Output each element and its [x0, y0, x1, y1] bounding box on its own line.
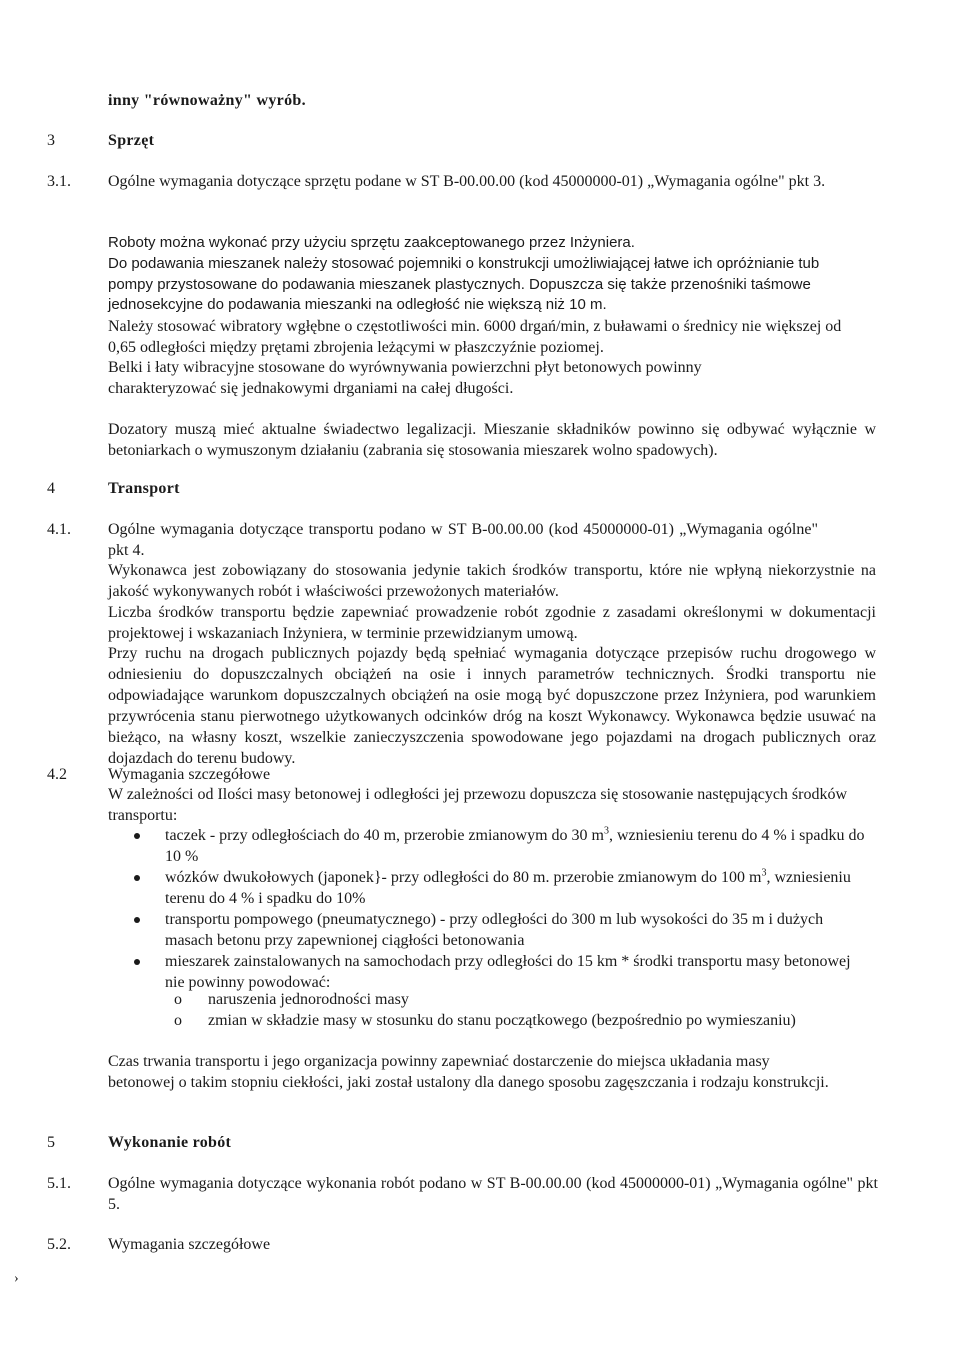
- section-5-title: Wykonanie robót: [108, 1134, 232, 1151]
- s4-paragraph-1: Wykonawca jest zobowiązany do stosowania jedynie takich środków transportu, które nie wpłyną niekorzystnie na jakość wykonywanych robót i właściwości przewożonych materiałów.: [108, 562, 876, 600]
- s3-paragraph-1: Roboty można wykonać przy użyciu sprzętu zaakceptowanego przez Inżyniera.: [108, 234, 635, 251]
- s3-paragraph-5: Dozatory muszą mieć aktualne świadectwo legalizacji. Mieszanie składników powinno się odbywać wyłącznie w betoniarkach o wymuszonym działaniu (zabrania się stosowania mieszarek wolno spadowych).: [108, 421, 876, 459]
- margin-mark: ›: [14, 1271, 19, 1286]
- list-item: mieszarek zainstalowanych na samochodach przy odległości do 15 km * środki transportu masy betonowej nie powinny powodować:: [108, 951, 868, 993]
- s4-paragraph-2: Liczba środków transportu będzie zapewniać prowadzenie robót zgodnie z zasadami określonymi w dokumentacji projektowej i wskazaniach Inżyniera, w terminie przewidzianym umową.: [108, 604, 876, 642]
- sub-list-item: o zmian w składzie masy w stosunku do stanu początkowego (bezpośrednio po wymieszaniu): [108, 1010, 888, 1031]
- section-4-1-text: Ogólne wymagania dotyczące transportu podano w ST B-00.00.00 (kod 45000000-01) „Wymagania ogólne" pkt 4.: [108, 521, 818, 559]
- s4-paragraph-3: Przy ruchu na drogach publicznych pojazdy będą spełniać wymagania dotyczące przepisów ruchu drogowego w odniesieniu do dopuszczalnych obciążeń na osie i innych parametrów technicznych. Środki transportu nie odpowiadające warunkom dopuszczalnych obciążeń na osie mogą być dopuszczone przez Inżyniera, pod warunkiem przywrócenia stanu pierwotnego użytkowanych odcinków dróg na koszt Wykonawcy. Wykonawca będzie usuwać na bieżąco, na własny koszt, wszelkie zanieczyszczenia spowodowane jego pojazdami na drogach publicznych oraz dojazdach do terenu budowy.: [108, 645, 876, 767]
- section-5-number: 5: [47, 1134, 55, 1151]
- mixer-truck-sublist: [108, 989, 888, 1031]
- section-5-2-title: Wymagania szczegółowe: [108, 1236, 271, 1253]
- section-4-2-number: 4.2: [47, 766, 67, 783]
- s3-paragraph-2: Do podawania mieszanek należy stosować pojemniki o konstrukcji umożliwiającej łatwe ich opróżnianie tub pompy przystosowane do podawania mieszanek plastycznych. Dopuszcza się także przenośniki taśmowe jednosekcyjne do podawania mieszanki na odległość nie większą niż 10 m.: [108, 255, 820, 313]
- section-3-number: 3: [47, 132, 55, 149]
- intro-line: inny "równoważny" wyrób.: [108, 92, 306, 109]
- section-5-2-number: 5.2.: [47, 1236, 71, 1253]
- transport-means-list: [108, 825, 868, 993]
- section-4-2-title: Wymagania szczegółowe: [108, 766, 271, 783]
- section-4-2-intro: W zależności od Ilości masy betonowej i odległości jej przewozu dopuszcza się stosowanie następujących środków transportu:: [108, 786, 848, 824]
- transport-closing-paragraph: Czas trwania transportu i jego organizacja powinny zapewniać dostarczenie do miejsca układania masy betonowej o takim stopniu ciekłości, jaki został ustalony dla danego sposobu zagęszczania i rodzaju konstrukcji.: [108, 1053, 829, 1091]
- section-4-title: Transport: [108, 480, 180, 497]
- s3-paragraph-4: Belki i łaty wibracyjne stosowane do wyrównywania powierzchni płyt betonowych powinny charakteryzować się jednakowymi drganiami na całej długości.: [108, 359, 702, 397]
- list-item: transportu pompowego (pneumatycznego) - przy odległości do 300 m lub wysokości do 35 m i dużych masach betonu przy zapewnionej ciągłości betonowania: [108, 909, 868, 951]
- section-3-1-number: 3.1.: [47, 173, 71, 190]
- s3-paragraph-3: Należy stosować wibratory wgłębne o częstotliwości min. 6000 drgań/min, z buławami o średnicy nie większej od 0,65 odległości między prętami zbrojenia leżącymi w płaszczyźnie poziomej.: [108, 318, 842, 356]
- sub-list-item: o naruszenia jednorodności masy: [108, 989, 888, 1010]
- section-3-title: Sprzęt: [108, 132, 155, 149]
- section-3-1-text: Ogólne wymagania dotyczące sprzętu podane w ST B-00.00.00 (kod 45000000-01) „Wymagania ogólne" pkt 3.: [108, 173, 826, 190]
- list-item: taczek - przy odległościach do 40 m, przerobie zmianowym do 30 $m^3$, wzniesieniu terenu do 4 % i spadku do 10 %: [108, 825, 868, 867]
- section-4-number: 4: [47, 480, 55, 497]
- list-item: wózków dwukołowych (japonek}- przy odległości do 80 m. przerobie zmianowym do 100 $m^3$, wzniesieniu terenu do 4 % i spadku do 10%: [108, 867, 868, 909]
- section-5-1-number: 5.1.: [47, 1175, 71, 1192]
- section-4-1-number: 4.1.: [47, 521, 71, 538]
- section-5-1-text: Ogólne wymagania dotyczące wykonania robót podano w ST B-00.00.00 (kod 45000000-01) „Wymagania ogólne" pkt 5.: [108, 1175, 878, 1213]
